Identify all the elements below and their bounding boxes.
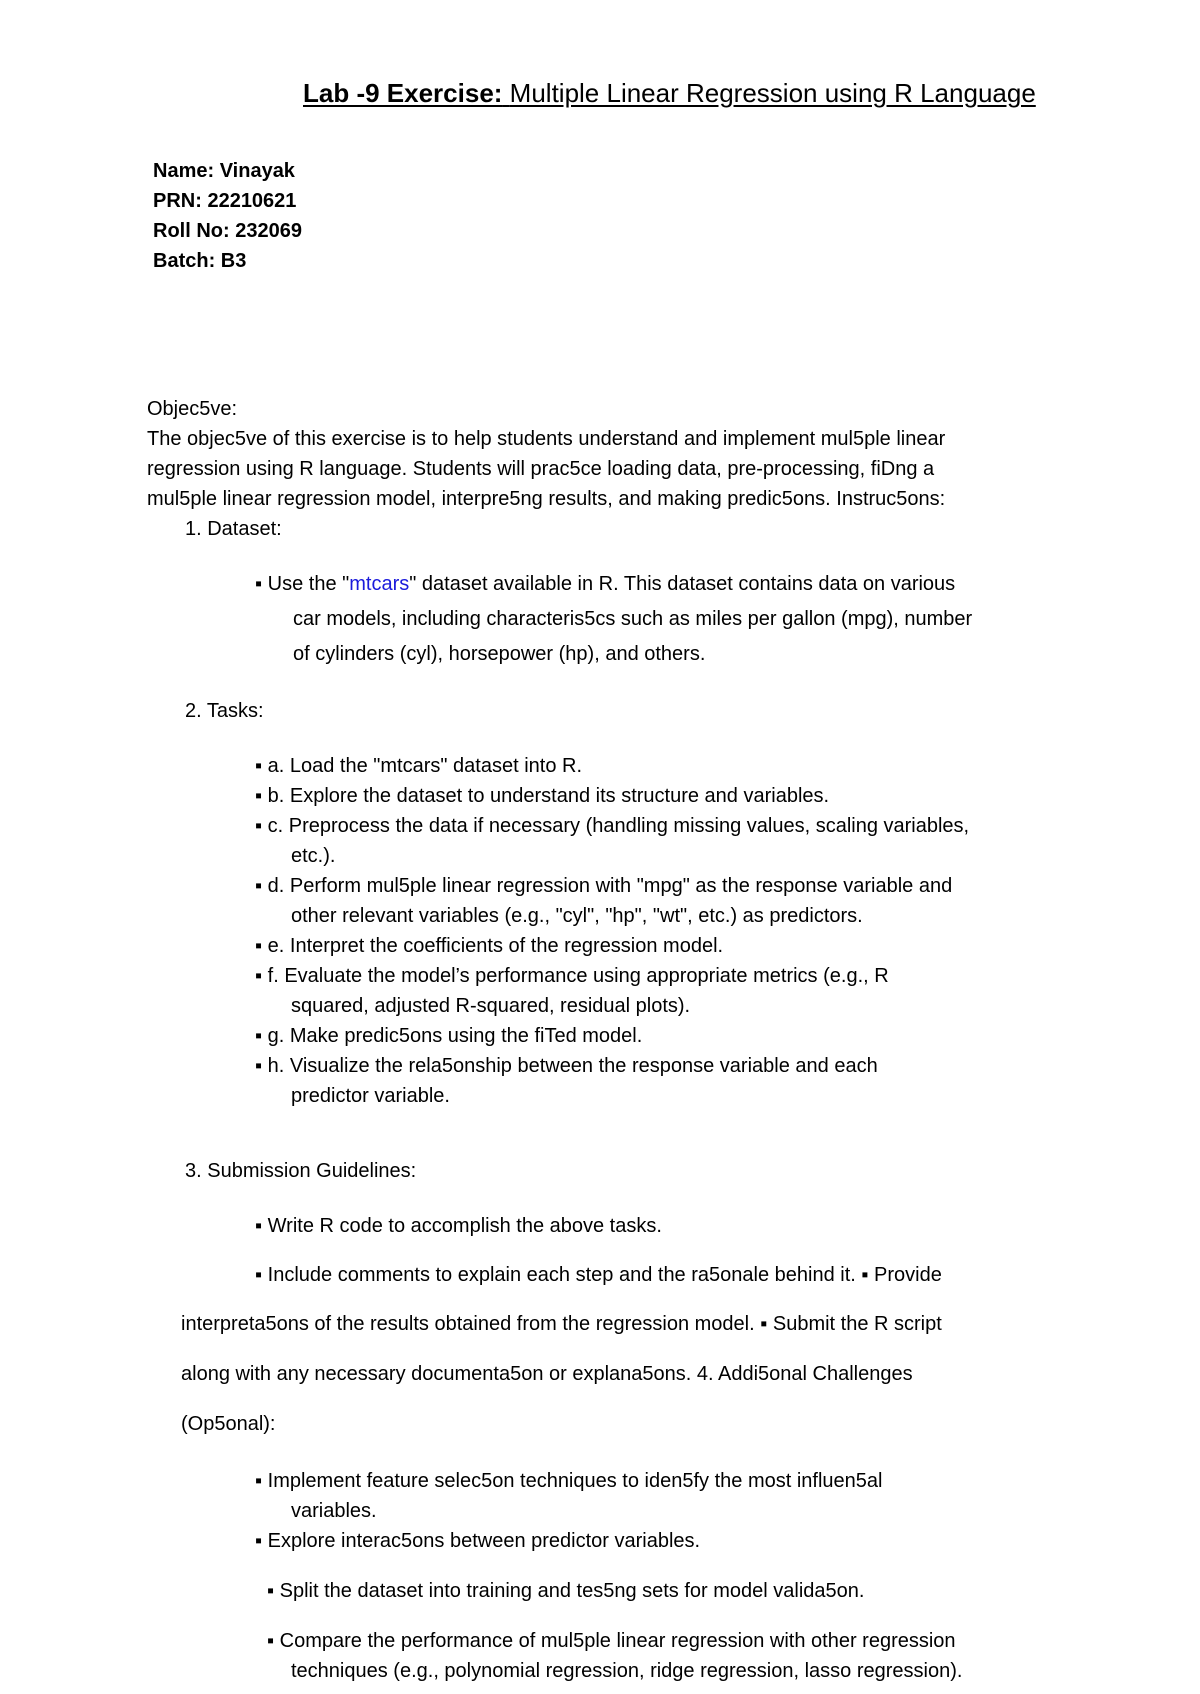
task-item: ▪ a. Load the "mtcars" dataset into R. bbox=[255, 755, 583, 777]
submission-line: along with any necessary documenta5on or explana5ons. 4. Addi5onal Challenges bbox=[181, 1363, 913, 1385]
submission-line: interpreta5ons of the results obtained from the regression model. ▪ Submit the R script bbox=[181, 1313, 942, 1335]
mtcars-link: mtcars bbox=[349, 573, 410, 595]
challenge-item: ▪ Compare the performance of mul5ple linear regression with other regression bbox=[267, 1630, 956, 1652]
page-title: Lab -9 Exercise: Multiple Linear Regression using R Language bbox=[303, 78, 1036, 108]
task-item: ▪ b. Explore the dataset to understand its structure and variables. bbox=[255, 785, 830, 807]
challenge-item-cont: techniques (e.g., polynomial regression, ridge regression, lasso regression). bbox=[291, 1660, 963, 1682]
submission-line: ▪ Write R code to accomplish the above tasks. bbox=[255, 1215, 662, 1237]
submission-heading: 3. Submission Guidelines: bbox=[185, 1160, 417, 1182]
task-item: ▪ f. Evaluate the model’s performance using appropriate metrics (e.g., R bbox=[255, 965, 889, 987]
task-item: ▪ c. Preprocess the data if necessary (handling missing values, scaling variables, bbox=[255, 815, 970, 837]
task-item: ▪ h. Visualize the rela5onship between the response variable and each bbox=[255, 1055, 878, 1077]
tasks-heading: 2. Tasks: bbox=[185, 700, 264, 722]
student-roll: Roll No: 232069 bbox=[153, 220, 302, 242]
challenge-item: ▪ Split the dataset into training and tes5ng sets for model valida5on. bbox=[267, 1580, 865, 1602]
task-item-cont: squared, adjusted R-squared, residual plots). bbox=[291, 995, 691, 1017]
dataset-line: of cylinders (cyl), horsepower (hp), and others. bbox=[293, 643, 706, 665]
challenge-item: ▪ Explore interac5ons between predictor variables. bbox=[255, 1530, 701, 1552]
objective-line: The objec5ve of this exercise is to help students understand and implement mul5ple linear bbox=[147, 428, 946, 450]
objective-line: regression using R language. Students will prac5ce loading data, pre-processing, fiDng a bbox=[147, 458, 935, 480]
task-item: ▪ d. Perform mul5ple linear regression with "mpg" as the response variable and bbox=[255, 875, 953, 897]
objective-heading: Objec5ve: bbox=[147, 398, 238, 420]
student-batch: Batch: B3 bbox=[153, 250, 247, 272]
dataset-bullet: ▪ Use the "mtcars" dataset available in R. This dataset contains data on various bbox=[255, 573, 956, 595]
task-item-cont: other relevant variables (e.g., "cyl", "hp", "wt", etc.) as predictors. bbox=[291, 905, 863, 927]
task-item-cont: etc.). bbox=[291, 845, 336, 867]
challenge-item-cont: variables. bbox=[291, 1500, 377, 1522]
task-item-cont: predictor variable. bbox=[291, 1085, 450, 1107]
submission-line: ▪ Include comments to explain each step and the ra5onale behind it. ▪ Provide bbox=[255, 1264, 942, 1286]
dataset-heading: 1. Dataset: bbox=[185, 518, 282, 540]
task-item: ▪ e. Interpret the coefficients of the regression model. bbox=[255, 935, 724, 957]
student-name: Name: Vinayak bbox=[153, 160, 295, 182]
submission-line: (Op5onal): bbox=[181, 1413, 276, 1435]
student-prn: PRN: 22210621 bbox=[153, 190, 297, 212]
dataset-line: car models, including characteris5cs such as miles per gallon (mpg), number bbox=[293, 608, 973, 630]
challenge-item: ▪ Implement feature selec5on techniques to iden5fy the most influen5al bbox=[255, 1470, 883, 1492]
objective-line: mul5ple linear regression model, interpre5ng results, and making predic5ons. Instruc5ons: bbox=[147, 488, 946, 510]
task-item: ▪ g. Make predic5ons using the fiTed model. bbox=[255, 1025, 643, 1047]
